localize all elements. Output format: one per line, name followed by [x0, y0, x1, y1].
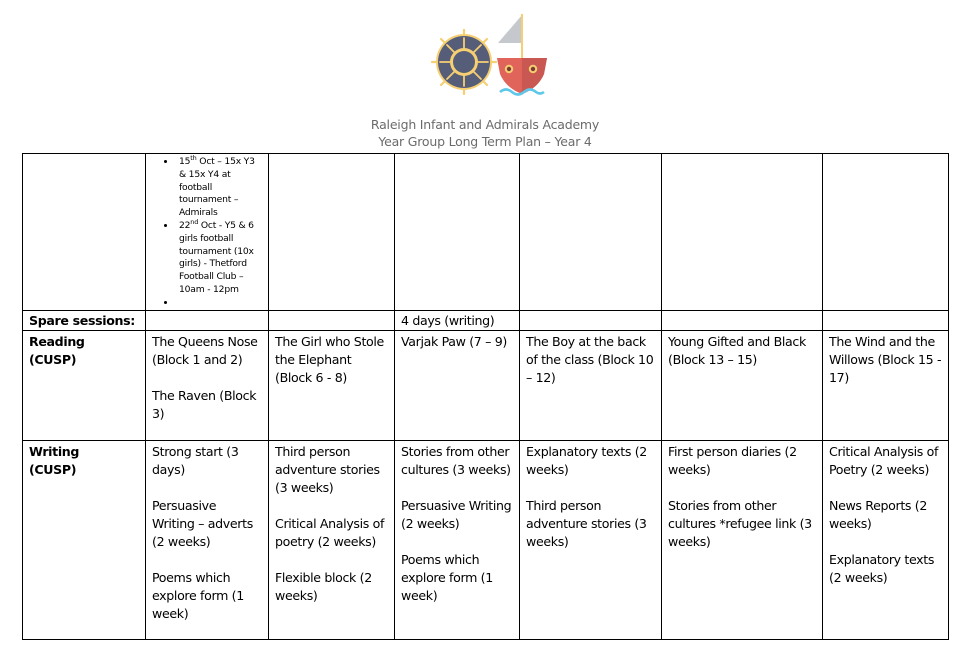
school-logo [430, 10, 550, 100]
row-label-writing: Writing (CUSP) [23, 440, 146, 639]
reading-cell: The Wind and the Willows (Block 15 - 17) [823, 330, 949, 440]
plan-title: Year Group Long Term Plan – Year 4 [378, 134, 592, 149]
event-item-empty [176, 297, 262, 310]
long-term-plan-table [22, 153, 949, 640]
row-label-reading: Reading (CUSP) [23, 330, 146, 440]
event-item: • 22nd Oct - Y5 & 6 girls football tournament (10x girls) - Thetford Football Club – 10am - 12pm [176, 220, 262, 297]
empty-cell [395, 154, 520, 311]
table-row-spare-sessions [23, 310, 949, 330]
reading-cell: The Boy at the back of the class (Block 10 – 12) [520, 330, 662, 440]
reading-cell: Young Gifted and Black (Block 13 – 15) [662, 330, 823, 440]
reading-cell: Varjak Paw (7 – 9) [395, 330, 520, 440]
spare-cell: 4 days (writing) [395, 310, 520, 330]
row-label-empty [23, 154, 146, 311]
table-row-events [23, 154, 949, 311]
boat-icon [497, 14, 547, 95]
events-list [152, 153, 262, 310]
spare-cell [823, 310, 949, 330]
table-row-writing [23, 440, 949, 639]
reading-cell: The Queens Nose (Block 1 and 2) The Raven (Block 3) [146, 330, 269, 440]
writing-cell: Explanatory texts (2 weeks) Third person adventure stories (3 weeks) [520, 440, 662, 639]
writing-cell: First person diaries (2 weeks) Stories from other cultures *refugee link (3 weeks) [662, 440, 823, 639]
reading-cell: The Girl who Stole the Elephant (Block 6 - 8) [269, 330, 395, 440]
empty-cell [269, 154, 395, 311]
empty-cell [823, 154, 949, 311]
writing-cell: Third person adventure stories (3 weeks) Critical Analysis of poetry (2 weeks) Flexible block (2 weeks) [269, 440, 395, 639]
table-row-reading [23, 330, 949, 440]
spare-cell [520, 310, 662, 330]
event-item: • 15th Oct – 15x Y3 & 15x Y4 at football tournament – Admirals [176, 156, 262, 220]
school-name: Raleigh Infant and Admirals Academy [370, 117, 600, 132]
writing-cell: Strong start (3 days) Persuasive Writing – adverts (2 weeks) Poems which explore form (1 week) [146, 440, 269, 639]
spare-cell [146, 310, 269, 330]
events-cell [146, 154, 269, 311]
row-label-spare-sessions: Spare sessions: [23, 310, 146, 330]
empty-cell [520, 154, 662, 311]
writing-cell: Stories from other cultures (3 weeks) Persuasive Writing (2 weeks) Poems which explore form (1 week) [395, 440, 520, 639]
writing-cell: Critical Analysis of Poetry (2 weeks) News Reports (2 weeks) Explanatory texts (2 weeks) [823, 440, 949, 639]
spare-cell [662, 310, 823, 330]
spare-cell [269, 310, 395, 330]
empty-cell [662, 154, 823, 311]
ship-wheel-icon [432, 30, 496, 94]
